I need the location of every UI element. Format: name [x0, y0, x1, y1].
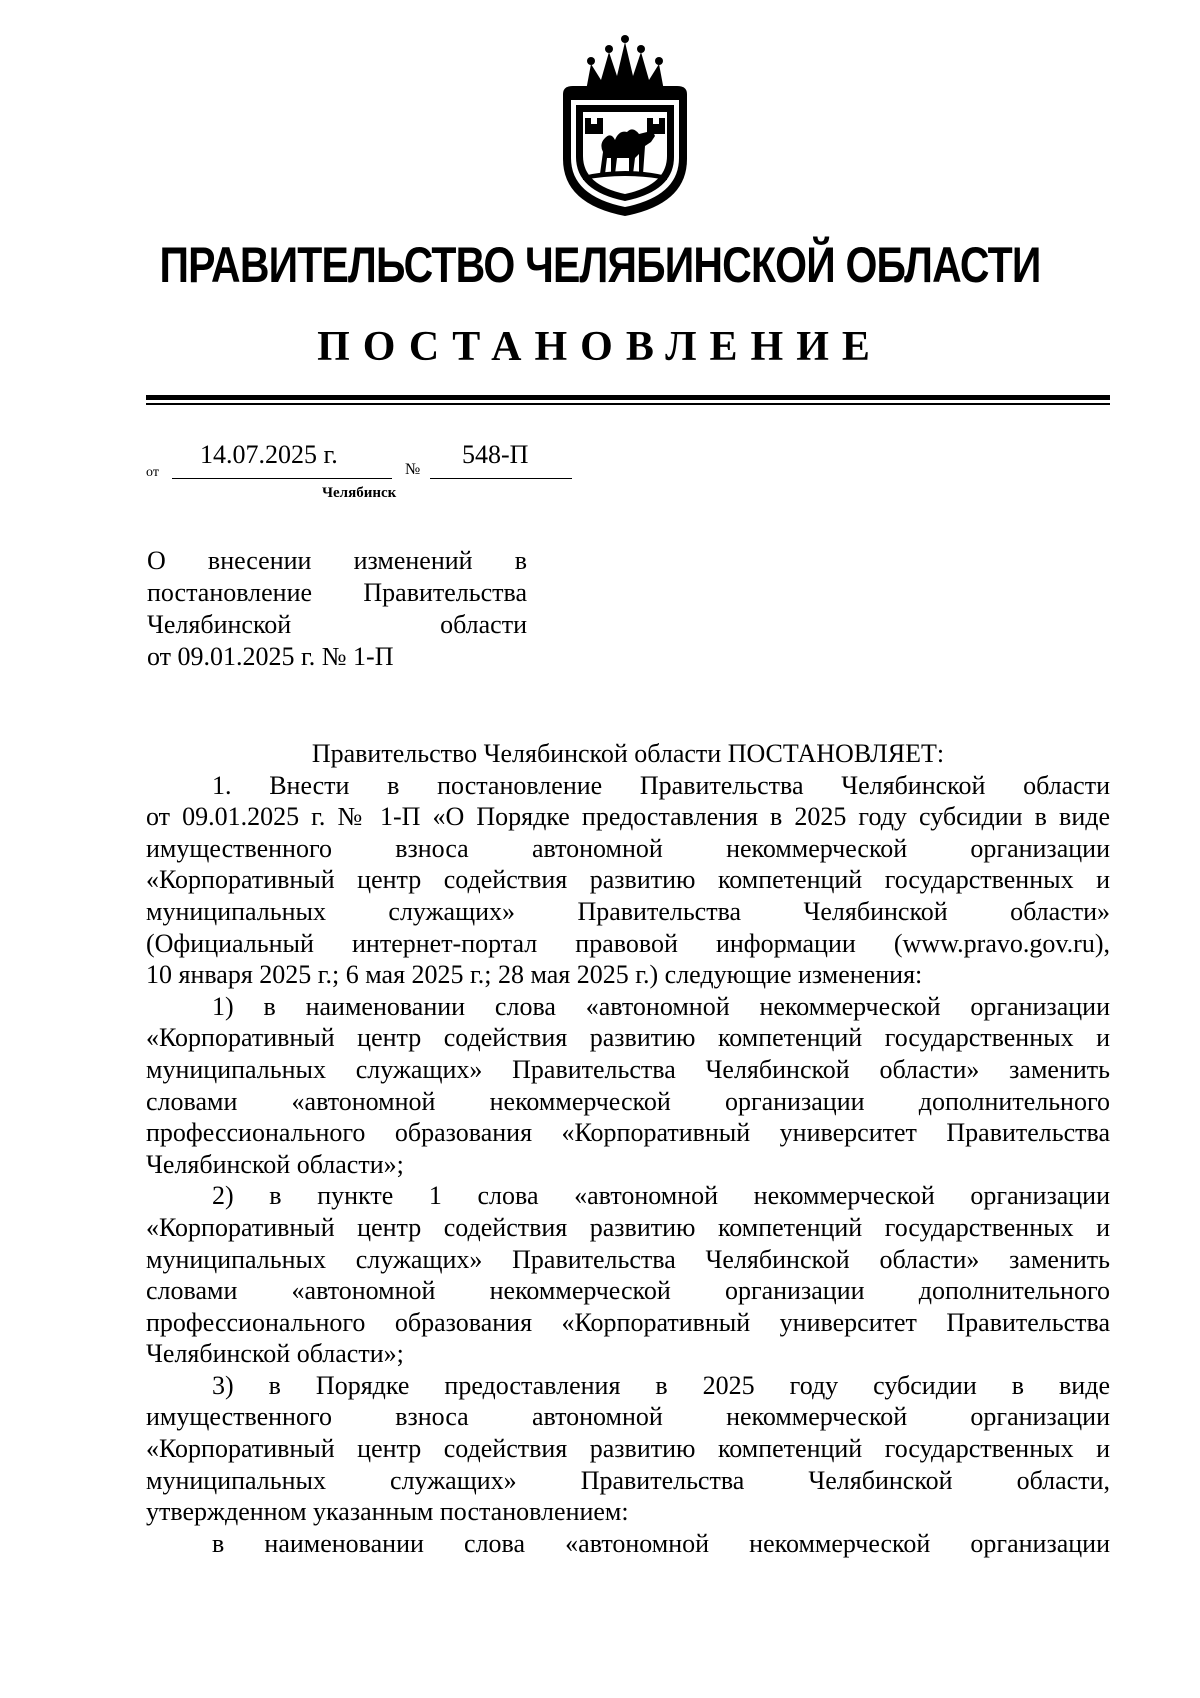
body-line: Челябинской области»; — [146, 1149, 404, 1179]
body-line: 1. Внести в постановление Правительства Челябинской области — [212, 770, 1110, 800]
from-label: от — [146, 465, 159, 480]
document-type: ПОСТАНОВЛЕНИЕ — [317, 324, 883, 370]
subject-line: Челябинской области — [147, 610, 527, 639]
body-line: 1) в наименовании слова «автономной некоммерческой организации — [212, 991, 1110, 1021]
body-line: профессионального образования «Корпоративный университет Правительства — [146, 1307, 1110, 1337]
body-line: 3) в Порядке предоставления в 2025 году субсидии в виде — [212, 1370, 1110, 1400]
document-body — [146, 738, 1110, 1559]
body-line: словами «автономной некоммерческой организации дополнительного — [146, 1086, 1110, 1116]
subject-line: постановление Правительства — [147, 578, 527, 607]
city-name: Челябинск — [322, 485, 397, 501]
document-subject — [147, 545, 527, 673]
body-line: «Корпоративный центр содействия развитию компетенций государственных и — [146, 1023, 1110, 1053]
body-line: (Официальный интернет-портал правовой информации (www.pravo.gov.ru), — [146, 928, 1110, 958]
body-line: муниципальных служащих» Правительства Челябинской области» — [146, 896, 1110, 926]
organization-title: ПРАВИТЕЛЬСТВО ЧЕЛЯБИНСКОЙ ОБЛАСТИ — [159, 237, 1041, 293]
body-line: профессионального образования «Корпоративный университет Правительства — [146, 1118, 1110, 1148]
date-underline — [172, 478, 392, 479]
body-line: «Корпоративный центр содействия развитию компетенций государственных и — [146, 1434, 1110, 1464]
document-date: 14.07.2025 г. — [200, 440, 338, 469]
document-number: 548-П — [462, 440, 529, 469]
subject-line: О внесении изменений в — [147, 546, 527, 575]
body-line: от 09.01.2025 г. № 1-П «О Порядке предоставления в 2025 году субсидии в виде — [146, 802, 1110, 832]
body-line: муниципальных служащих» Правительства Челябинской области» заменить — [146, 1244, 1110, 1274]
number-label: № — [405, 461, 421, 478]
body-line: имущественного взноса автономной некоммерческой организации — [146, 1402, 1110, 1432]
body-line: Челябинской области»; — [146, 1339, 404, 1369]
header-rule-thin — [146, 403, 1110, 405]
number-underline — [430, 478, 572, 479]
body-line: муниципальных служащих» Правительства Челябинской области, — [146, 1465, 1110, 1495]
body-line: утвержденном указанным постановлением: — [146, 1497, 629, 1527]
body-line: «Корпоративный центр содействия развитию компетенций государственных и — [146, 1212, 1110, 1242]
coat-of-arms-icon — [555, 34, 695, 219]
preamble: Правительство Челябинской области ПОСТАНОВЛЯЕТ: — [311, 739, 945, 768]
body-line: «Корпоративный центр содействия развитию компетенций государственных и — [146, 865, 1110, 895]
header-rule-thick — [146, 395, 1110, 400]
body-line: имущественного взноса автономной некоммерческой организации — [146, 833, 1110, 863]
body-line: 2) в пункте 1 слова «автономной некоммерческой организации — [212, 1181, 1110, 1211]
body-line: 10 января 2025 г.; 6 мая 2025 г.; 28 мая 2025 г.) следующие изменения: — [146, 960, 923, 990]
body-line: муниципальных служащих» Правительства Челябинской области» заменить — [146, 1054, 1110, 1084]
body-line: в наименовании слова «автономной некоммерческой организации — [212, 1528, 1110, 1558]
subject-line: от 09.01.2025 г. № 1-П — [147, 642, 394, 671]
body-line: словами «автономной некоммерческой организации дополнительного — [146, 1276, 1110, 1306]
